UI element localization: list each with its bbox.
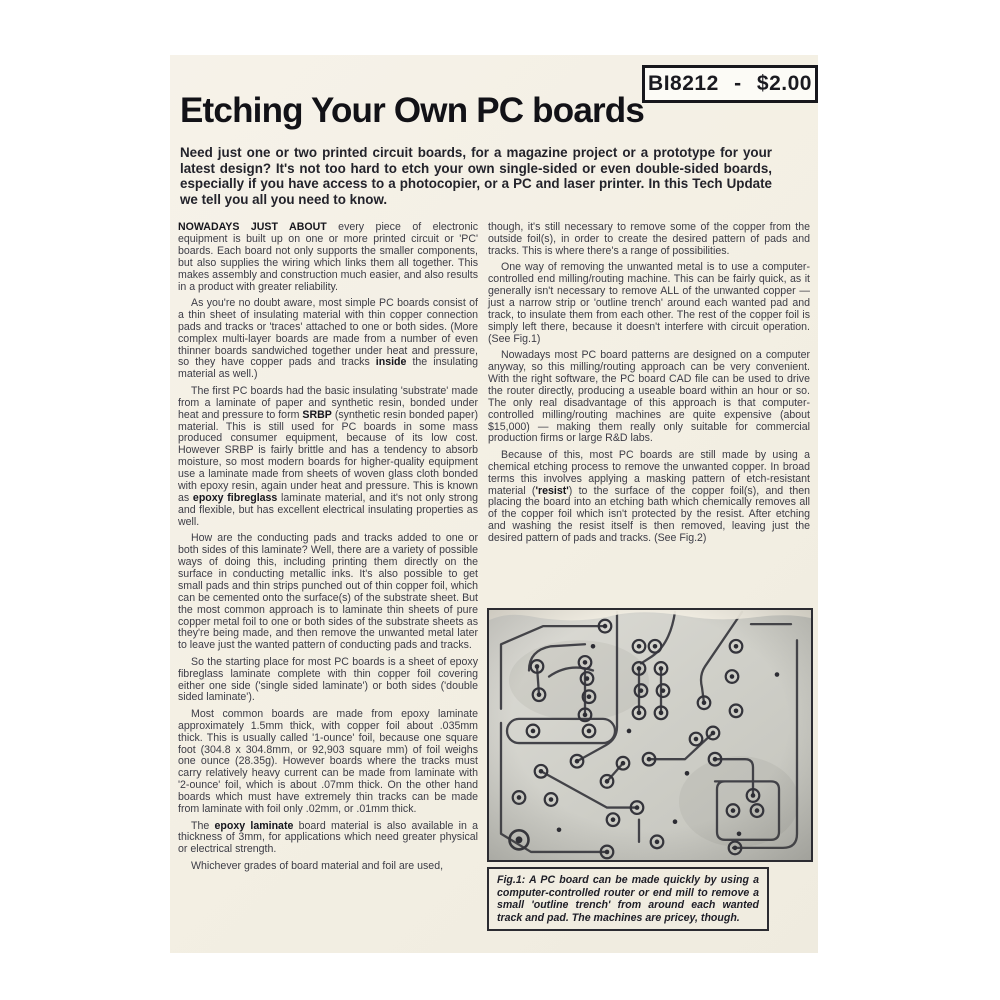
article-paragraph: NOWADAYS JUST ABOUT every piece of electronic equipment is built up on one or more printed circuit or 'PC' boards. Each board not only supports the smaller components, but also supplies the wiring which links them all together. This makes assembly and construction much easier, and also results in a product with greater reliability. — [178, 221, 478, 293]
article-paragraph: Most common boards are made from epoxy laminate approximately 1.5mm thick, with copper foil about .035mm thick. This is usually called '1-ounce' foil, because one square foot (304.8 x 304.8mm, or 92,903 square mm) of foil weighs one ounce (28.35g). However boards where the tracks must carry relatively heavy current can be made from laminate with '2-ounce' foil, which is about .07mm thick. On the other hand boards which must have extremely thin tracks can be made from laminate with foil only .02mm, or .01mm thick. — [178, 707, 478, 816]
article-paragraph: The first PC boards had the basic insulating 'substrate' made from a laminate of paper and synthetic resin, bonded under heat and pressure to form SRBP (synthetic resin bonded paper) material. This is still used for PC boards in some mass produced consumer equipment, because of its low cost. However SRBP is fairly brittle and has a tendency to absorb moisture, so most modern boards for higher-quality equipment use a laminate made from sheets of woven glass cloth bonded with epoxy resin, again under heat and pressure. This is known as epoxy fibreglass laminate material, and it's not only strong and flexible, but has excellent electrical insulating properties as well. — [178, 384, 479, 528]
article-paragraph: As you're no doubt aware, most simple PC boards consist of a thin sheet of insulating material with thin copper connection pads and tracks or 'traces' attached to one or both sides. (More complex multi-layer boards are made from a number of even thinner boards sandwiched together under heat and pressure, so they have copper pads and tracks inside the insulating material as well.) — [178, 296, 478, 381]
price-code-text: BI8212 - $2.00 — [648, 72, 812, 95]
left-column — [178, 222, 478, 877]
article-paragraph: Nowadays most PC board patterns are designed on a computer anyway, so this milling/routing approach can be very convenient. With the right software, the PC board CAD file can be used to drive the router directly, producing a useable board within an hour or so. The only real disadvantage of this approach is that computer-controlled milling/routing machines are quite expensive (about $15,000) — making them really only suitable for commercial production firms or large R&D labs. — [488, 349, 810, 445]
article-paragraph: The epoxy laminate board material is also available in a thickness of 3mm, for applications which need greater physical or electrical strength. — [178, 819, 478, 856]
price-code-badge — [642, 65, 818, 103]
article-paragraph: Because of this, most PC boards are still made by using a chemical etching process to remove the unwanted copper. In broad terms this involves applying a masking pattern of etch-resistant material ('resist') to the surface of the copper foil(s), and then placing the board into an etching bath which chemically removes all of the copper foil which isn't protected by the resist. After etching and washing the resist itself is then removed, leaving just the desired pattern of pads and tracks. (See Fig.2) — [488, 448, 810, 545]
article-paragraph: Whichever grades of board material and foil are used, — [191, 859, 444, 872]
fig1-caption: Fig.1: A PC board can be made quickly by using a computer-controlled router or end mill to remove a small 'outline trench' from around each wanted track and pad. The machines are pricey, though. — [487, 867, 769, 931]
article-paragraph: One way of removing the unwanted metal is to use a computer-controlled end milling/routing machine. This can be fairly quick, as it generally isn't necessary to remove ALL of the unwanted copper — just a narrow strip or 'outline trench' around each wanted pad and track, to insulate them from each other. The rest of the copper foil is simply left there, because it doesn't interfere with circuit operation. (See Fig.1) — [488, 261, 810, 345]
article-paragraph: How are the conducting pads and tracks added to one or both sides of this laminate? Well, there are a variety of possible ways of doing this, including printing them directly on the surface in conducting metallic inks. It's also possible to get small pads and thin strips punched out of thin copper foil, which can be cemented onto the surface(s) of the substrate sheet. But the most common approach is to laminate thin sheets of pure copper metal foil to one or both sides of the substrate sheets as they're being made, and then remove the unwanted metal later to leave just the wanted pattern of conducting pads and tracks. — [178, 532, 478, 652]
fig1-pcb-photo — [489, 610, 811, 860]
article-page — [170, 55, 818, 953]
right-column — [488, 222, 810, 550]
article-paragraph: So the starting place for most PC boards is a sheet of epoxy fibreglass laminate complete with thin copper foil covering either one side ('single sided laminate') or both sides ('double sided laminate'). — [178, 655, 478, 704]
article-paragraph: though, it's still necessary to remove some of the copper from the outside foil(s), in order to create the desired pattern of pads and tracks. This is where there's a range of possibilities. — [488, 221, 810, 257]
article-title: Etching Your Own PC boards — [180, 91, 645, 130]
fig1-frame — [487, 608, 813, 862]
article-intro: Need just one or two printed circuit boards, for a magazine project or a prototype for your latest design? It's not too hard to etch your own single-sided or even double-sided boards, especially if you have access to a photocopier, or a PC and laser printer. In this Tech Update we tell you all you need to know. — [180, 145, 772, 208]
